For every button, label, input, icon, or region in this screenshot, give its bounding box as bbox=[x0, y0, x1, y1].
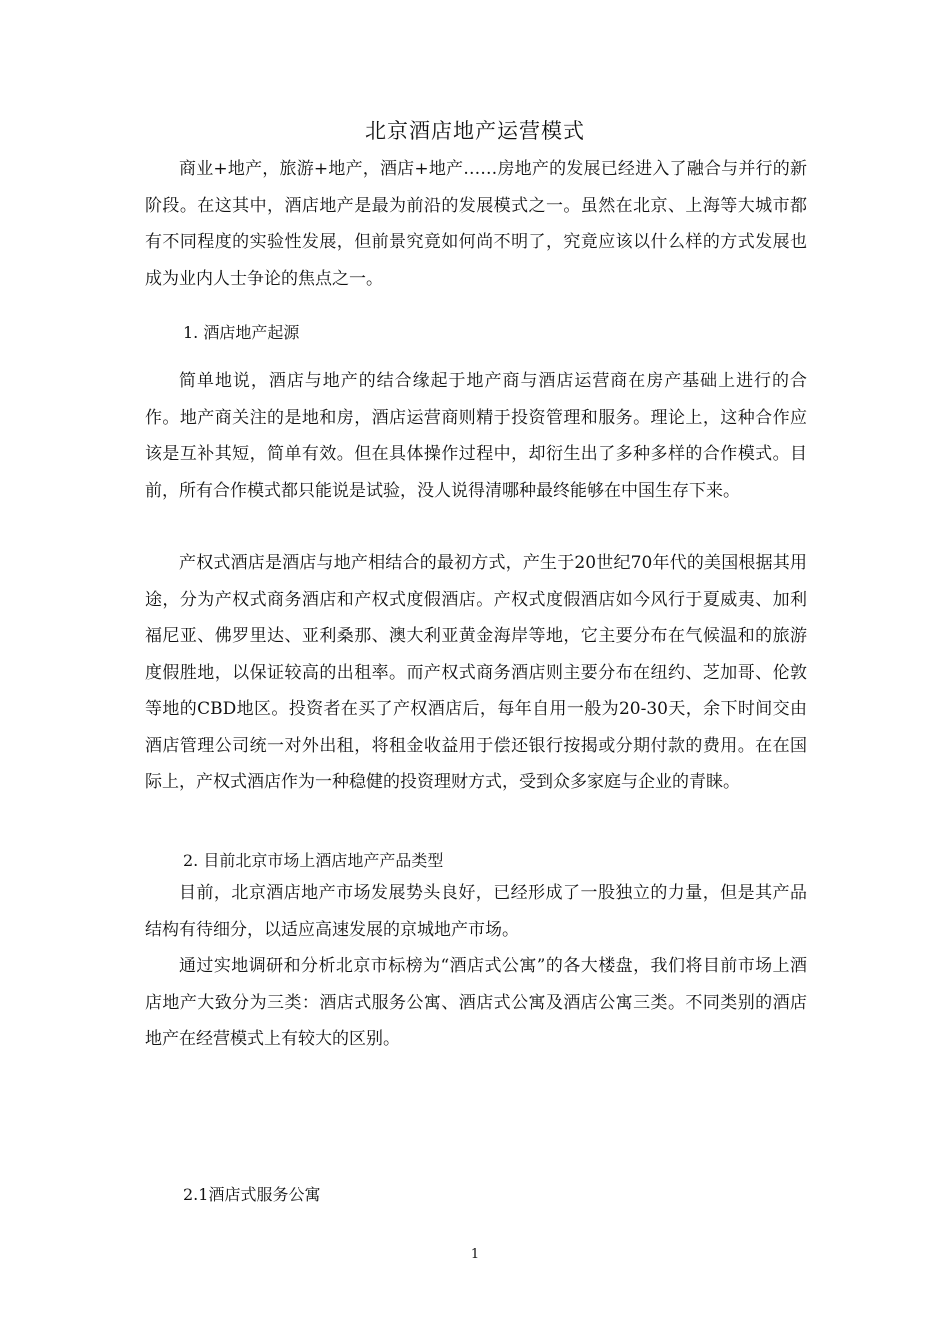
section-2-heading: 2. 目前北京市场上酒店地产产品类型 bbox=[183, 851, 444, 870]
page-number: 1 bbox=[470, 1247, 480, 1262]
section-1-paragraph-1: 简单地说，酒店与地产的结合缘起于地产商与酒店运营商在房产基础上进行的合作。地产商关注的是地和房，酒店运营商则精于投资管理和服务。理论上，这种合作应该是互补其短，简单有效。但在具体操作过程中，却衍生出了多种多样的合作模式。目前，所有合作模式都只能说是试验，没人说得清哪种最终能够在中国生存下来。 bbox=[145, 371, 807, 501]
section-2-paragraph-1: 目前，北京酒店地产市场发展势头良好，已经形成了一股独立的力量，但是其产品结构有待细分，以适应高速发展的京城地产市场。 bbox=[145, 883, 807, 940]
document-title: 北京酒店地产运营模式 bbox=[365, 119, 585, 143]
section-2-1-heading: 2.1酒店式服务公寓 bbox=[183, 1185, 321, 1204]
section-1-heading: 1. 酒店地产起源 bbox=[183, 323, 300, 342]
section-2-paragraph-2: 通过实地调研和分析北京市标榜为“酒店式公寓”的各大楼盘，我们将目前市场上酒店地产大致分为三类：酒店式服务公寓、酒店式公寓及酒店公寓三类。不同类别的酒店地产在经营模式上有较大的区别。 bbox=[145, 956, 807, 1049]
section-1-paragraph-2: 产权式酒店是酒店与地产相结合的最初方式，产生于20世纪70年代的美国根据其用途，分为产权式商务酒店和产权式度假酒店。产权式度假酒店如今风行于夏威夷、加利福尼亚、佛罗里达、亚利桑那、澳大利亚黄金海岸等地，它主要分布在气候温和的旅游度假胜地，以保证较高的出租率。而产权式商务酒店则主要分布在纽约、芝加哥、伦敦等地的CBD地区。投资者在买了产权酒店后，每年自用一般为20-30天，余下时间交由酒店管理公司统一对外出租，将租金收益用于偿还银行按揭或分期付款的费用。在在国际上，产权式酒店作为一种稳健的投资理财方式，受到众多家庭与企业的青睐。 bbox=[145, 553, 807, 792]
intro-paragraph: 商业+地产，旅游+地产，酒店+地产……房地产的发展已经进入了融合与并行的新阶段。在这其中，酒店地产是最为前沿的发展模式之一。虽然在北京、上海等大城市都有不同程度的实验性发展，但前景究竟如何尚不明了，究竟应该以什么样的方式发展也成为业内人士争论的焦点之一。 bbox=[145, 159, 807, 289]
